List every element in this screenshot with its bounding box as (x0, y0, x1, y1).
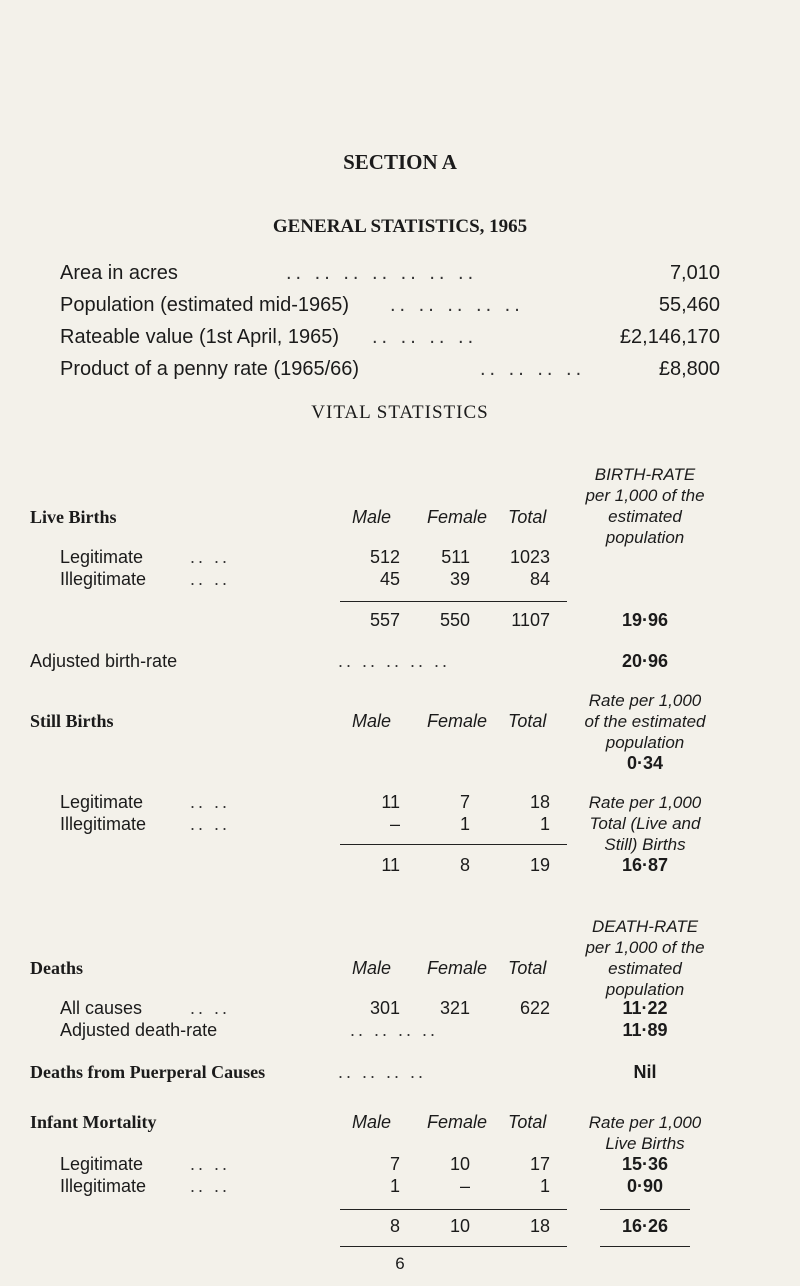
leader-dots: .. .. (190, 569, 231, 589)
rule (340, 1209, 567, 1210)
still-birth-rate-value: 0·34 (626, 753, 664, 773)
rule (600, 1209, 690, 1210)
still-birth-rate-header: Rate per 1,000 of the estimated population (584, 691, 706, 752)
infant-legitimate-female: 10 (449, 1154, 470, 1174)
deaths-all-causes-label: All causes (60, 998, 143, 1018)
col-female-header: Female (427, 711, 488, 731)
rule (600, 1246, 690, 1247)
rule (340, 601, 567, 602)
infant-illegitimate-female: – (459, 1176, 470, 1196)
leader-dots: .. .. (190, 998, 231, 1018)
vital-statistics-title: VITAL STATISTICS (311, 402, 489, 423)
gen-row-rateable-label: Rateable value (1st April, 1965) (60, 326, 340, 348)
col-female-header: Female (427, 1112, 488, 1132)
live-legitimate-male: 512 (369, 547, 400, 567)
infant-illegitimate-label: Illegitimate (60, 1176, 147, 1196)
section-title: SECTION A (343, 150, 457, 174)
col-female-header: Female (427, 958, 488, 978)
page-number: 6 (395, 1254, 405, 1273)
still-legitimate-male: 11 (381, 792, 400, 812)
leader-dots: .. .. .. .. (350, 1020, 439, 1040)
gen-row-population-label: Population (estimated mid-1965) (60, 294, 350, 316)
still-illegitimate-male: – (389, 814, 400, 834)
still-total-total: 19 (529, 855, 550, 875)
leader-dots: .. .. (190, 814, 231, 834)
still-total-rate: 16·87 (621, 855, 669, 875)
still-legitimate-total: 18 (529, 792, 550, 812)
live-legitimate-female: 511 (441, 547, 470, 567)
col-male-header: Male (352, 507, 392, 527)
col-male-header: Male (352, 711, 392, 731)
leader-dots: .. .. .. .. (480, 358, 586, 380)
birth-rate-value: 19·96 (621, 610, 669, 630)
still-births-heading: Still Births (30, 711, 114, 731)
still-illegitimate-female: 1 (459, 814, 470, 834)
infant-legitimate-label: Legitimate (60, 1154, 144, 1174)
infant-total-total: 18 (529, 1216, 550, 1236)
live-illegitimate-label: Illegitimate (60, 569, 147, 589)
leader-dots: .. .. .. .. .. .. .. (286, 262, 478, 284)
gen-row-area-value: 7,010 (669, 262, 720, 284)
live-total-female: 550 (439, 610, 470, 630)
leader-dots: .. .. (190, 547, 231, 567)
live-illegitimate-male: 45 (379, 569, 400, 589)
deaths-heading: Deaths (30, 958, 83, 978)
leader-dots: .. .. (190, 1176, 231, 1196)
infant-total-male: 8 (389, 1216, 400, 1236)
gen-row-rateable-value: £2,146,170 (619, 326, 720, 348)
puerperal-label: Deaths from Puerperal Causes (30, 1062, 266, 1082)
deaths-all-total: 622 (519, 998, 550, 1018)
gen-row-penny-label: Product of a penny rate (1965/66) (60, 358, 360, 380)
live-legitimate-total: 1023 (509, 547, 550, 567)
still-total-female: 8 (459, 855, 470, 875)
infant-illegitimate-rate: 0·90 (626, 1176, 664, 1196)
live-total-total: 1107 (511, 610, 550, 630)
live-illegitimate-female: 39 (449, 569, 470, 589)
live-births-heading: Live Births (30, 507, 117, 527)
still-illegitimate-label: Illegitimate (60, 814, 147, 834)
deaths-all-male: 301 (369, 998, 400, 1018)
live-total-male: 557 (369, 610, 400, 630)
leader-dots: .. .. .. .. .. (338, 651, 451, 671)
birth-rate-header: BIRTH-RATE per 1,000 of the estimated population (585, 465, 705, 547)
still-legitimate-female: 7 (459, 792, 470, 812)
infant-illegitimate-male: 1 (389, 1176, 400, 1196)
adjusted-death-rate-value: 11·89 (622, 1020, 668, 1040)
puerperal-value: Nil (633, 1062, 657, 1082)
still-rate2-header: Rate per 1,000 Total (Live and Still) Births (588, 793, 702, 854)
gen-row-population-value: 55,460 (658, 294, 720, 316)
col-male-header: Male (352, 958, 392, 978)
adjusted-death-rate-label: Adjusted death-rate (60, 1020, 218, 1040)
general-statistics-title: GENERAL STATISTICS, 1965 (272, 216, 528, 237)
infant-legitimate-male: 7 (389, 1154, 400, 1174)
adjusted-birth-rate-value: 20·96 (621, 651, 669, 671)
leader-dots: .. .. .. .. (372, 326, 478, 348)
live-illegitimate-total: 84 (529, 569, 550, 589)
infant-illegitimate-total: 1 (539, 1176, 550, 1196)
death-rate-value: 11·22 (622, 998, 668, 1018)
infant-legitimate-total: 17 (529, 1154, 550, 1174)
leader-dots: .. .. .. .. (338, 1062, 427, 1082)
leader-dots: .. .. (190, 792, 231, 812)
adjusted-birth-rate-label: Adjusted birth-rate (30, 651, 178, 671)
still-total-male: 11 (381, 855, 400, 875)
gen-row-penny-value: £8,800 (658, 358, 720, 380)
col-total-header: Total (508, 1112, 547, 1132)
col-female-header: Female (427, 507, 488, 527)
infant-rate-header: Rate per 1,000 Live Births (588, 1113, 702, 1153)
gen-row-area-label: Area in acres (60, 262, 178, 284)
infant-total-female: 10 (449, 1216, 470, 1236)
death-rate-header: DEATH-RATE per 1,000 of the estimated population (585, 917, 705, 999)
still-legitimate-label: Legitimate (60, 792, 144, 812)
infant-mortality-heading: Infant Mortality (30, 1112, 157, 1132)
deaths-all-female: 321 (439, 998, 470, 1018)
rule (340, 1246, 567, 1247)
col-total-header: Total (508, 958, 547, 978)
infant-total-rate: 16·26 (621, 1216, 669, 1236)
still-illegitimate-total: 1 (539, 814, 550, 834)
live-legitimate-label: Legitimate (60, 547, 144, 567)
leader-dots: .. .. .. .. .. (390, 294, 524, 316)
rule (340, 844, 567, 845)
leader-dots: .. .. (190, 1154, 231, 1174)
col-total-header: Total (508, 507, 547, 527)
col-total-header: Total (508, 711, 547, 731)
col-male-header: Male (352, 1112, 392, 1132)
infant-legitimate-rate: 15·36 (621, 1154, 669, 1174)
